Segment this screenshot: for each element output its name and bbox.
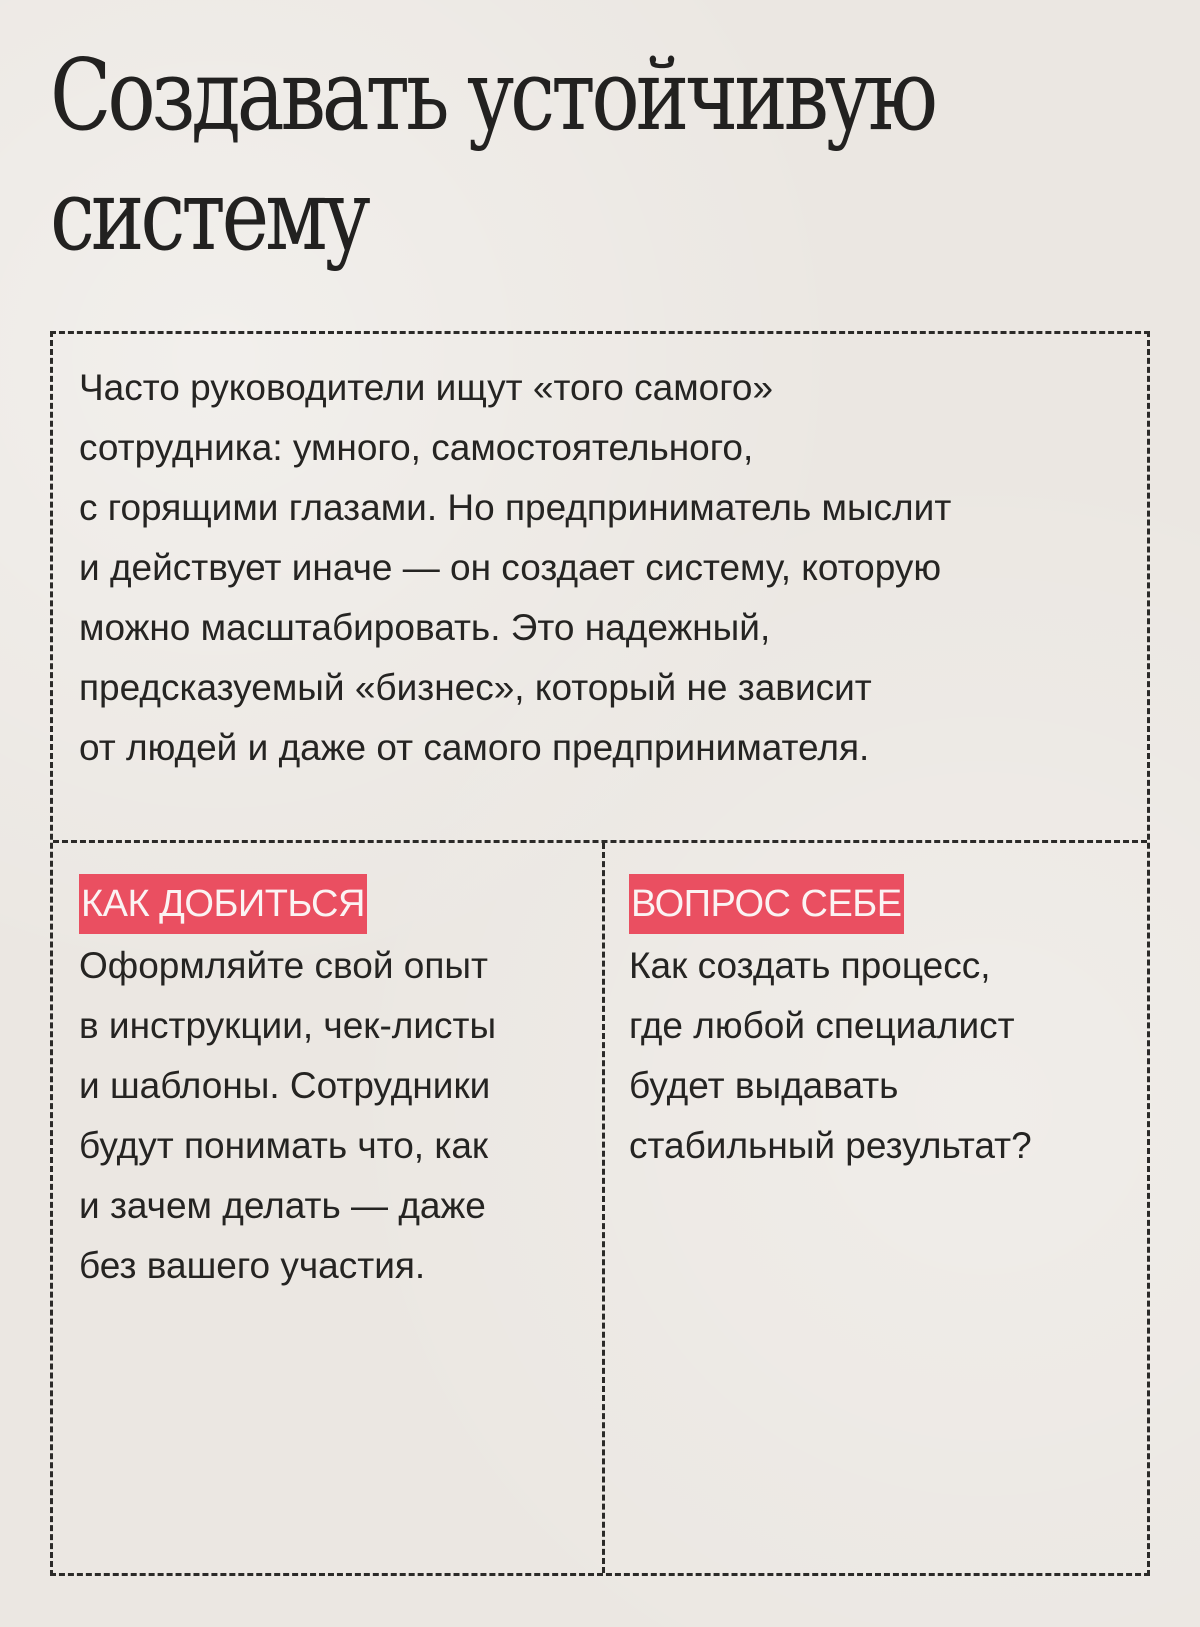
how-to-line: и шаблоны. Сотрудники: [79, 1065, 491, 1106]
page-title: [50, 36, 936, 276]
question-text: [629, 936, 1129, 1176]
question-line: где любой специалист: [629, 1005, 1015, 1046]
question-line: будет выдавать: [629, 1065, 899, 1106]
how-to-tag: КАК ДОБИТЬСЯ: [79, 874, 367, 934]
question-line: стабильный результат?: [629, 1125, 1032, 1166]
vertical-dashed-divider: [602, 843, 605, 1573]
question-line: Как создать процесс,: [629, 945, 991, 986]
how-to-line: в инструкции, чек-листы: [79, 1005, 497, 1046]
question-tag: ВОПРОС СЕБЕ: [629, 874, 904, 934]
question-column: [629, 874, 1129, 1176]
intro-line: Часто руководители ищут «того самого»: [79, 367, 774, 408]
title-line: систему: [50, 159, 367, 273]
how-to-line: без вашего участия.: [79, 1245, 426, 1286]
how-to-line: и зачем делать — даже: [79, 1185, 486, 1226]
intro-line: можно масштабировать. Это надежный,: [79, 607, 771, 648]
how-to-column: [79, 874, 579, 1296]
horizontal-dashed-divider: [53, 840, 1147, 843]
intro-line: предсказуемый «бизнес», который не зависит: [79, 667, 872, 708]
intro-line: сотрудника: умного, самостоятельного,: [79, 427, 754, 468]
intro-line: и действует иначе — он создает систему, которую: [79, 547, 942, 588]
how-to-text: [79, 936, 579, 1296]
title-line: Создавать устойчивую: [50, 39, 934, 153]
how-to-line: будут понимать что, как: [79, 1125, 489, 1166]
intro-line: с горящими глазами. Но предприниматель мыслит: [79, 487, 952, 528]
intro-line: от людей и даже от самого предпринимателя.: [79, 727, 870, 768]
how-to-line: Оформляйте свой опыт: [79, 945, 488, 986]
intro-paragraph: [79, 358, 1139, 778]
content-frame: [50, 331, 1150, 1576]
